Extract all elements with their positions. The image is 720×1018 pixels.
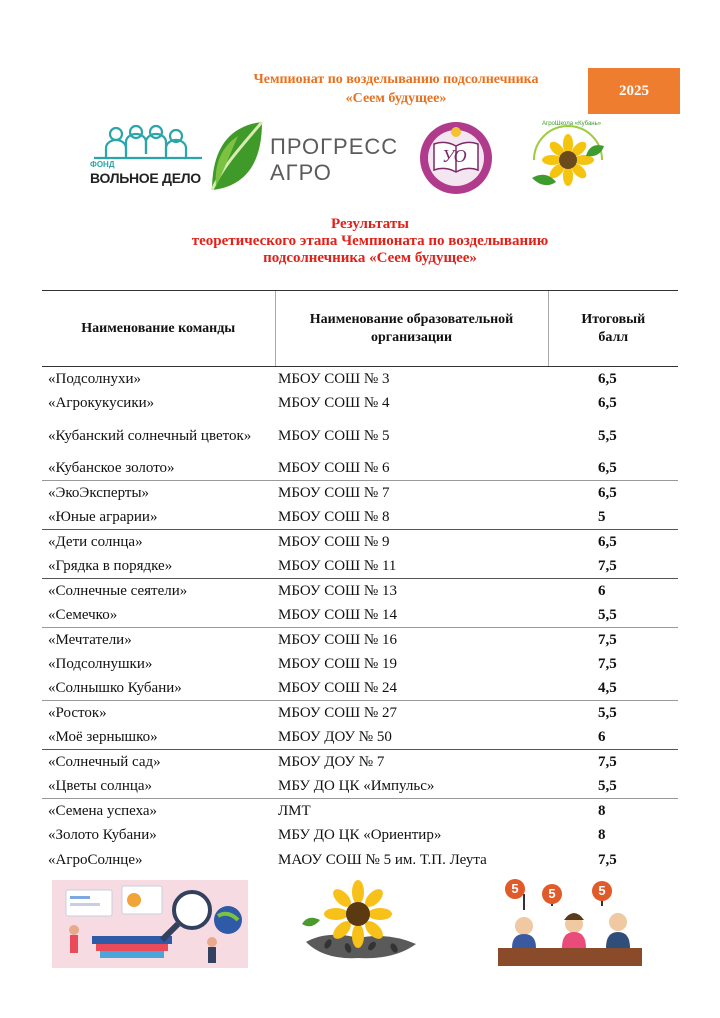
total-score: 5,5 (548, 701, 678, 726)
table-row (42, 799, 678, 824)
total-score: 6 (548, 578, 678, 603)
column-header-organization: Наименование образовательной организации (275, 291, 548, 367)
team-name: «Солнечные сеятели» (42, 578, 275, 603)
volnoe-delo-small-label: ФОНД (90, 160, 115, 169)
total-score: 4,5 (598, 680, 617, 696)
volnoe-delo-label: ВОЛЬНОЕ ДЕЛО (90, 170, 201, 186)
table-row (42, 529, 678, 554)
progress-agro-line2: АГРО (270, 160, 332, 185)
score-sign: 5 (505, 879, 525, 899)
team-name: «Золото Кубани» (48, 827, 157, 844)
team-name: «Мечтатели» (42, 627, 275, 652)
organization-name: МБУ ДО ЦК «Ориентир» (278, 827, 442, 844)
total-score: 6,5 (548, 529, 678, 554)
organization-name: МБОУ СОШ № 13 (275, 578, 548, 603)
table-row (42, 391, 678, 416)
team-name: «Грядка в порядке» (48, 557, 173, 574)
progress-agro-logo (208, 120, 398, 194)
results-title-line2: теоретического этапа Чемпионата по возделыванию (191, 233, 549, 249)
team-name: «Кубанское золото» (48, 459, 175, 476)
total-score: 8 (548, 799, 678, 824)
table-row (42, 652, 678, 677)
education-department-logo (418, 120, 494, 196)
organization-name: МБОУ СОШ № 8 (278, 508, 390, 525)
table-row (42, 848, 678, 873)
table-row (42, 725, 678, 750)
team-name: «АгроСолнце» (48, 851, 143, 868)
education-illustration (52, 880, 248, 968)
organization-name: МБОУ СОШ № 4 (278, 395, 390, 412)
sunflower-emblem-icon (526, 120, 610, 196)
table-row (42, 627, 678, 652)
organization-name: МБОУ СОШ № 11 (278, 557, 397, 574)
people-group-icon (88, 124, 208, 164)
uo-letters: УО (442, 146, 467, 166)
column-header-team: Наименование команды (42, 291, 275, 367)
results-title (140, 216, 600, 267)
results-title-line1: Результаты (331, 216, 409, 232)
team-name: «Цветы солнца» (48, 778, 153, 794)
organization-name: МБОУ СОШ № 3 (278, 371, 390, 387)
organization-name: МБОУ СОШ № 27 (275, 701, 548, 726)
championship-title (206, 70, 586, 108)
organization-name: МАОУ СОШ № 5 им. Т.П. Леута (278, 851, 487, 868)
progress-agro-line1: ПРОГРЕСС (270, 134, 399, 159)
table-header-row (42, 291, 678, 367)
total-score: 7,5 (548, 750, 678, 775)
total-score: 5 (598, 508, 606, 525)
organization-name: МБОУ СОШ № 24 (278, 680, 397, 696)
total-score: 6 (598, 729, 606, 745)
team-name: «Солнышко Кубани» (48, 680, 182, 696)
judges-illustration (490, 876, 650, 968)
table-row (42, 416, 678, 456)
organization-name: МБОУ СОШ № 7 (275, 480, 548, 505)
total-score: 7,5 (598, 655, 617, 672)
team-name: «Семена успеха» (42, 799, 275, 824)
table-row (42, 578, 678, 603)
results-title-line3: подсолнечника «Сеем будущее» (263, 250, 477, 266)
total-score: 7,5 (548, 627, 678, 652)
team-name: «Солнечный сад» (42, 750, 275, 775)
volnoe-delo-logo (88, 124, 208, 188)
total-score: 5,5 (598, 606, 617, 623)
agroshkola-label: АгроШкола «Кубань» (542, 121, 602, 127)
organization-name: МБОУ СОШ № 6 (278, 459, 390, 476)
organization-name: МБОУ ДОУ № 50 (278, 729, 392, 745)
organization-name: МБОУ СОШ № 14 (278, 606, 397, 623)
team-name: «ЭкоЭксперты» (42, 480, 275, 505)
table-row (42, 750, 678, 775)
organization-name: МБОУ СОШ № 19 (278, 655, 397, 672)
total-score: 7,5 (598, 851, 617, 868)
table-row (42, 554, 678, 579)
score-sign: 5 (542, 884, 562, 904)
sunflower-illustration (298, 880, 424, 964)
team-name: «Семечко» (48, 606, 118, 623)
results-table (42, 290, 678, 872)
column-header-score: Итоговый балл (548, 291, 678, 367)
team-name: «Моё зернышко» (48, 729, 158, 745)
total-score: 5,5 (598, 778, 617, 794)
agroshkola-kuban-logo (526, 120, 610, 196)
year-badge: 2025 (588, 68, 680, 114)
score-sign: 5 (592, 881, 612, 901)
organization-name: МБОУ ДОУ № 7 (275, 750, 548, 775)
organization-name: МБУ ДО ЦК «Импульс» (278, 778, 435, 794)
organization-name: МБОУ СОШ № 16 (275, 627, 548, 652)
team-name: «Агрокукусики» (48, 395, 155, 412)
team-name: «Кубанский солнечный цветок» (48, 427, 252, 444)
total-score: 7,5 (598, 557, 617, 574)
organization-name: ЛМТ (275, 799, 548, 824)
table-row (42, 480, 678, 505)
team-name: «Подсолнухи» (48, 371, 142, 387)
total-score: 6,5 (598, 371, 617, 387)
total-score: 6,5 (598, 459, 617, 476)
leaf-icon (208, 120, 266, 194)
team-name: «Юные аграрии» (48, 508, 158, 525)
total-score: 8 (598, 827, 606, 844)
total-score: 6,5 (598, 395, 617, 412)
learning-scene-icon (52, 880, 248, 968)
table-row (42, 774, 678, 799)
table-row (42, 676, 678, 701)
table-row (42, 456, 678, 481)
championship-title-line1: Чемпионат по возделыванию подсолнечника (253, 72, 539, 87)
total-score: 5,5 (598, 427, 617, 444)
team-name: «Росток» (42, 701, 275, 726)
table-row (42, 367, 678, 392)
organization-name: МБОУ СОШ № 5 (278, 427, 390, 444)
team-name: «Дети солнца» (42, 529, 275, 554)
championship-title-line2: «Сеем будущее» (345, 91, 447, 106)
table-row (42, 505, 678, 530)
team-name: «Подсолнушки» (48, 655, 153, 672)
table-row (42, 701, 678, 726)
sunflower-icon (298, 880, 424, 964)
organization-name: МБОУ СОШ № 9 (275, 529, 548, 554)
table-row (42, 603, 678, 628)
table-row (42, 823, 678, 848)
total-score: 6,5 (548, 480, 678, 505)
